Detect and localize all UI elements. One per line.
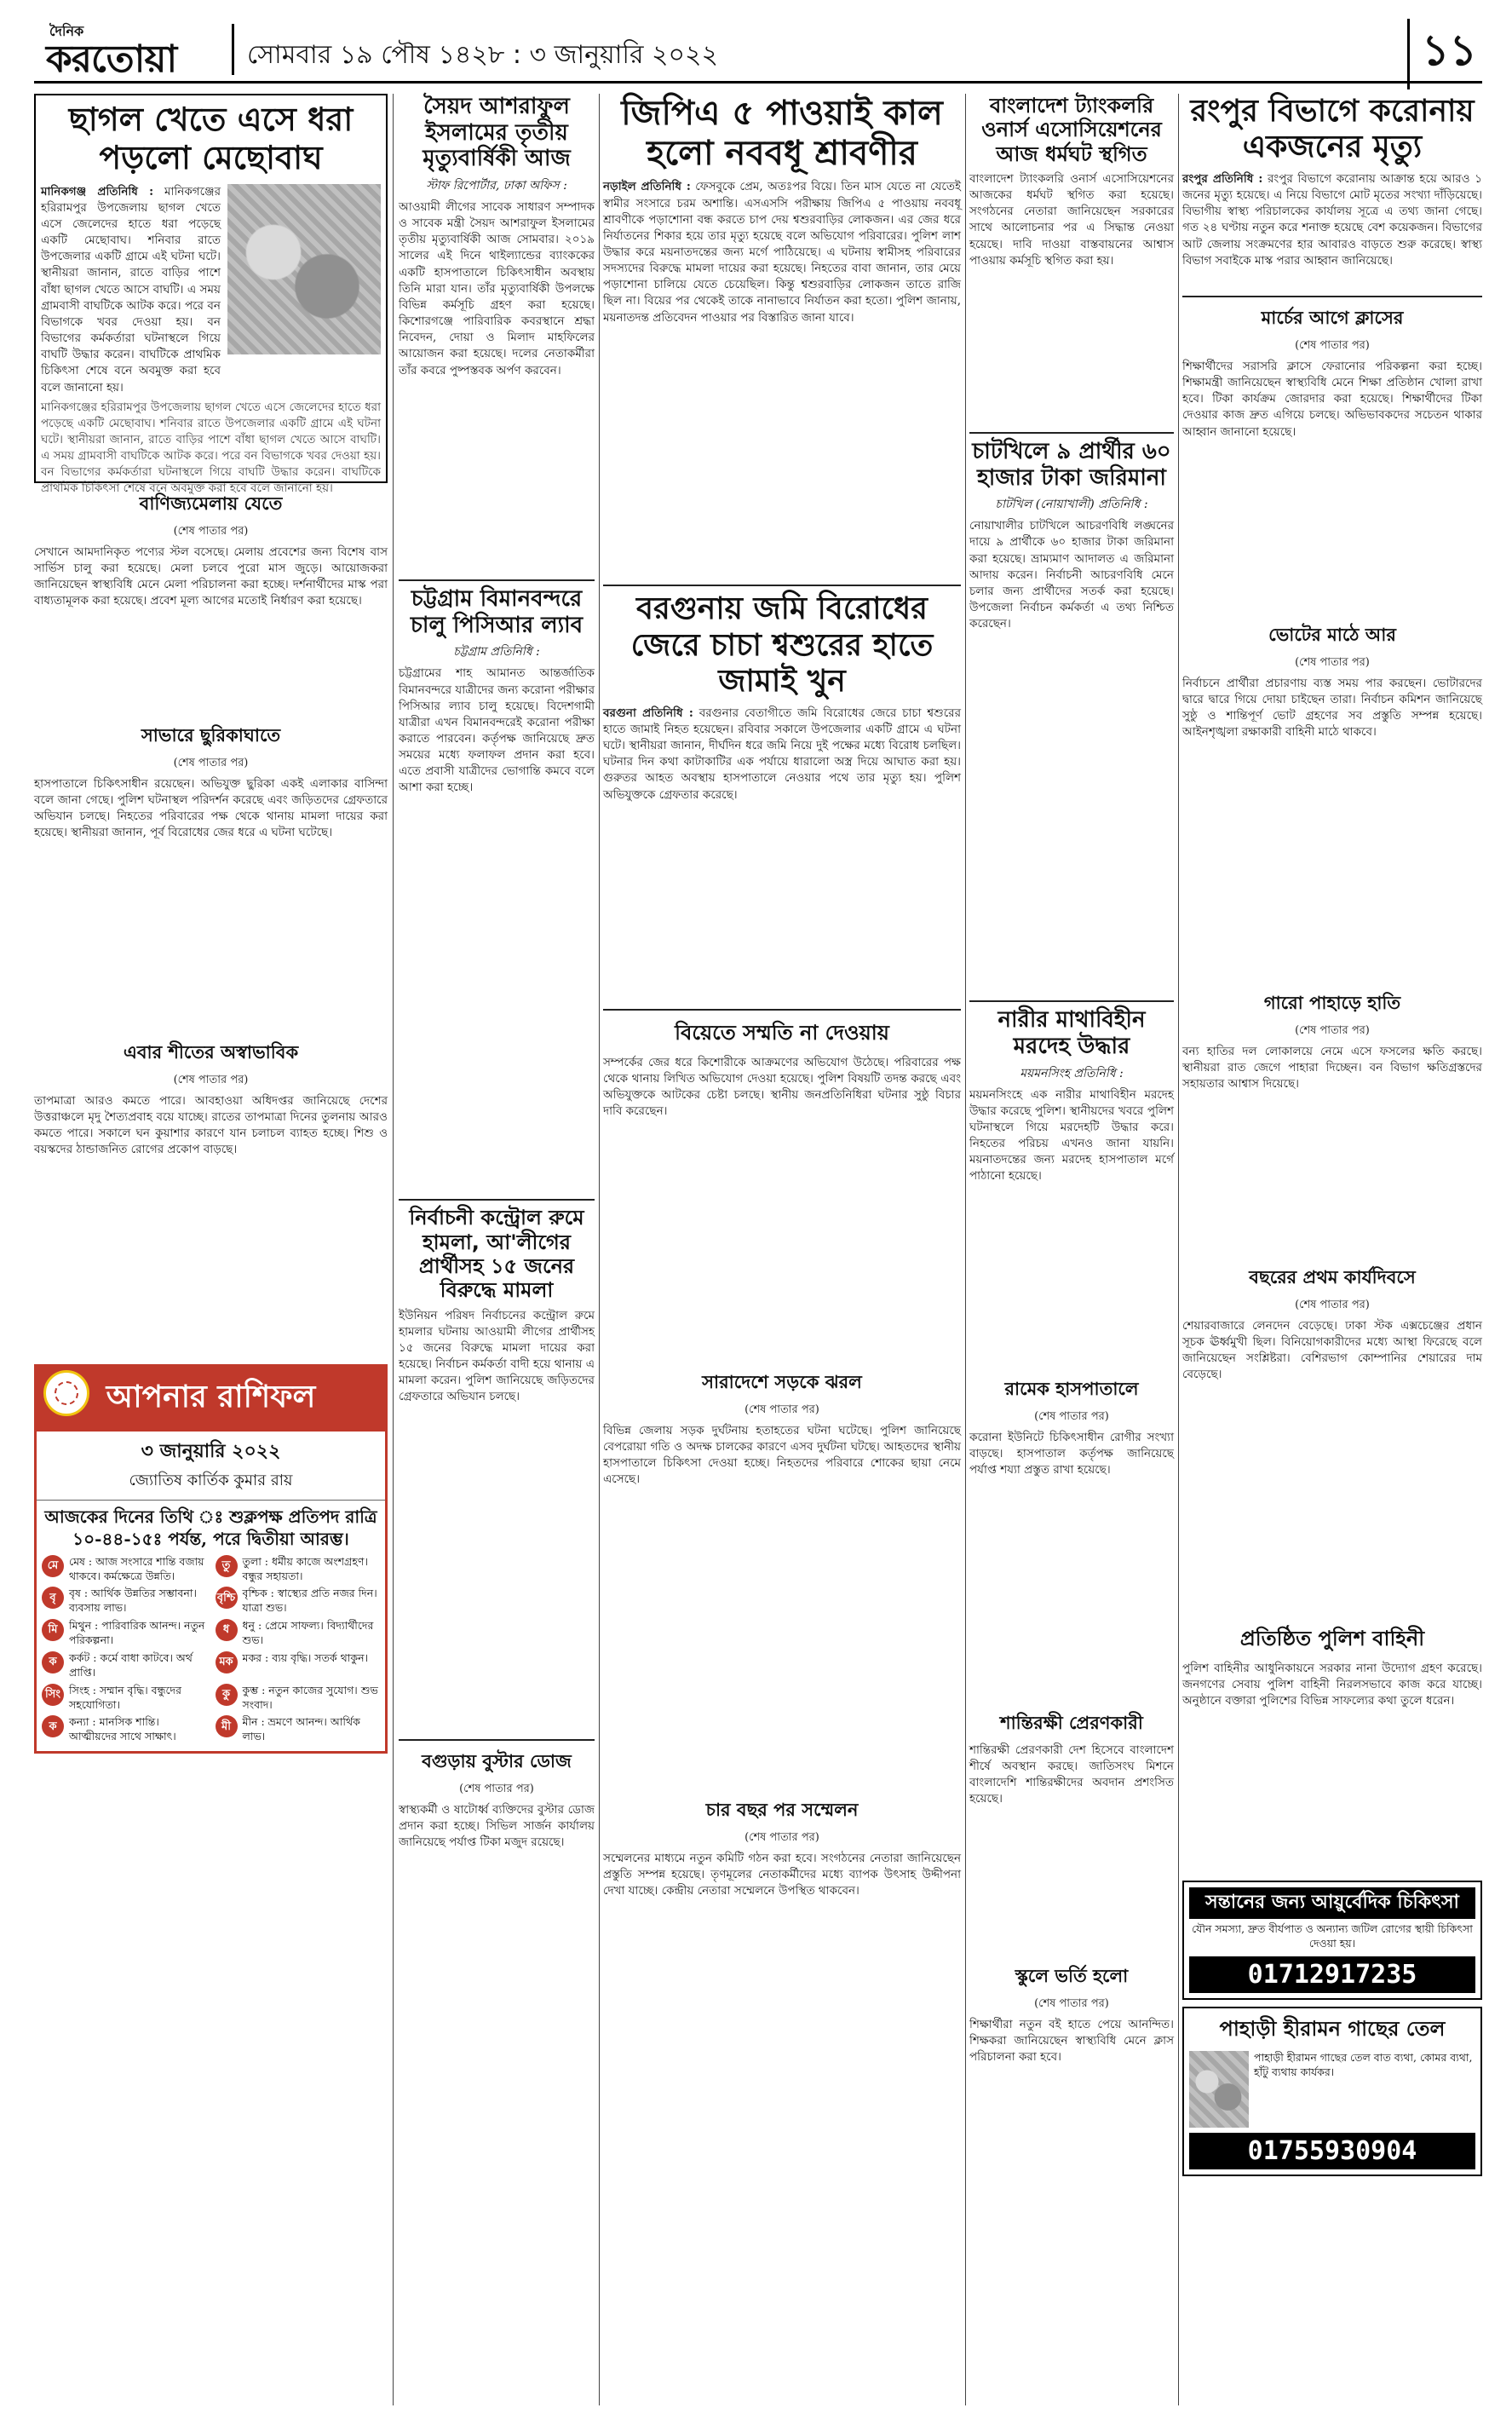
horoscope-box — [34, 1364, 388, 1754]
byline: বরগুনা প্রতিনিধি : — [603, 706, 693, 720]
continued-note: (শেষ পাতার পর) — [1034, 1996, 1109, 2010]
road-accidents-text: বিভিন্ন জেলায় সড়ক দুর্ঘটনায় হতাহতের ঘটনা ঘটেছে। পুলিশ জানিয়েছে বেপরোয়া গতি ও অদক্ষ চালকের কারণে এসব দুর্ঘটনা ঘটছে। আহতদের স্থানীয় হাসপাতালে চিকিৎসা দেওয়া হচ্ছে। নিহতদের পরিবারে শোকের ছায়া নেমে এসেছে। — [603, 1423, 961, 1487]
ramek-text: করোনা ইউনিটে চিকিৎসাধীন রোগীর সংখ্যা বাড়ছে। হাসপাতাল কর্তৃপক্ষ জানিয়েছে পর্যাপ্ত শয্যা প্রস্তুত রাখা হয়েছে। — [969, 1430, 1174, 1477]
zodiac-sign-item — [216, 1715, 381, 1744]
zodiac-sign-item — [42, 1651, 207, 1680]
first-working-day-text: শেয়ারবাজারে লেনদেন বেড়েছে। ঢাকা স্টক এক্সচেঞ্জের প্রধান সূচক ঊর্ধ্বমুখী ছিল। বিনিয়োগকারীদের মধ্যে আস্থা ফিরেছে বলে জানিয়েছেন সংশ্লিষ্টরা। বেশিরভাগ কোম্পানির শেয়ারের দাম বেড়েছে। — [1182, 1318, 1482, 1382]
advertisement-ayurvedic — [1182, 1881, 1482, 2000]
headline-peacekeeper: শান্তিরক্ষী প্রেরণকারী — [1000, 1712, 1143, 1733]
zodiac-icon: কু — [216, 1684, 238, 1706]
column-divider — [1178, 94, 1179, 2405]
election-field-text: নির্বাচনে প্রার্থীরা প্রচারণায় ব্যস্ত সময় পার করছেন। ভোটারদের দ্বারে দ্বারে গিয়ে দোয়া চাইছেন তারা। নির্বাচন কমিশন জানিয়েছে সুষ্ঠু ও শান্তিপূর্ণ ভোট গ্রহণের সব প্রস্তুতি সম্পন্ন হয়েছে। আইনশৃঙ্খলা রক্ষাকারী বাহিনী মাঠে থাকবে। — [1182, 676, 1482, 740]
zodiac-text: বৃষ : আর্থিক উন্নতির সম্ভাবনা। ব্যবসায় লাভ। — [69, 1587, 197, 1615]
article-body: মানিকগঞ্জের হরিরামপুর উপজেলায় ছাগল খেতে এসে জেলেদের হাতে ধরা পড়েছে একটি মেছোবাঘ। শনিবার রাতে উপজেলার একটি গ্রামে এই ঘটনা ঘটে। স্থানীয়রা জানান, রাতে বাড়ির পাশে বাঁধা ছাগল খেতে আসে বাঘটি। এ সময় গ্রামবাসী বাঘটিকে আটক করে। পরে বন বিভাগকে খবর দেওয়া হয়। বন বিভাগের কর্মকর্তারা ঘটনাস্থলে গিয়ে বাঘটি উদ্ধার করেন। বাঘটিকে প্রাথমিক চিকিৎসা শেষে বনে অবমুক্ত করা হবে বলে জানানো হয়। — [41, 184, 221, 395]
zodiac-sign-item — [42, 1587, 207, 1616]
headline-first-working-day: বছরের প্রথম কার্যদিবসে — [1249, 1266, 1416, 1288]
continued-note: (শেষ পাতার পর) — [173, 756, 249, 769]
school-admission-text: শিক্ষার্থীরা নতুন বই হাতে পেয়ে আনন্দিত। শিক্ষকরা জানিয়েছেন স্বাস্থ্যবিধি মেনে ক্লাস পরিচালনা করা হবে। — [969, 2017, 1174, 2064]
ashraful-text: আওয়ামী লীগের সাবেক সাধারণ সম্পাদক ও সাবেক মন্ত্রী সৈয়দ আশরাফুল ইসলামের তৃতীয় মৃত্যুবার্ষিকী আজ সোমবার। ২০১৯ সালের এই দিনে থাইল্যান্ডের ব্যাংককের একটি হাসপাতালে চিকিৎসাধীন অবস্থায় তিনি মারা যান। তাঁর মৃত্যুবার্ষিকী উপলক্ষে বিভিন্ন কর্মসূচি গ্রহণ করা হয়েছে। কিশোরগঞ্জে পারিবারিক কবরস্থানে শ্রদ্ধা নিবেদন, দোয়া ও মিলাদ মাহফিলের আয়োজন করা হয়েছে। দলের নেতাকর্মীরা তাঁর কবরে পুষ্পস্তবক অর্পণ করবেন। — [399, 200, 595, 377]
gpa5-text — [603, 179, 961, 579]
horoscope-tithi: আজকের দিনের তিথি ঃ শুক্লপক্ষ প্রতিপদ রাত্রি ১০-৪৪-১৫ঃ পর্যন্ত, পরে দ্বিতীয়া আরম্ভ। — [44, 1506, 377, 1549]
article-body: রংপুর বিভাগে করোনায় আক্রান্ত হয়ে আরও ১ জনের মৃত্যু হয়েছে। এ নিয়ে বিভাগে মোট মৃতের সংখ্যা দাঁড়িয়েছে। বিভাগীয় স্বাস্থ্য পরিচালকের কার্যালয় সূত্রে এ তথ্য জানা গেছে। গত ২৪ ঘণ্টায় নতুন করে শনাক্ত হয়েছে বেশ কয়েকজন। বিভাগের আট জেলায় সংক্রমণের হার আবারও বাড়তে শুরু করেছে। স্বাস্থ্য বিভাগ সবাইকে মাস্ক পরার আহ্বান জানিয়েছে। — [1182, 171, 1482, 268]
headline-garo-hills-elephant: গারো পাহাড়ে হাতি — [1263, 992, 1401, 1013]
zodiac-sign-item — [42, 1715, 207, 1744]
ad-text: পাহাড়ী হীরামন গাছের তেল বাত ব্যথা, কোমর ব্যথা, হাঁটু ব্যথায় কার্যকর। — [1254, 2050, 1473, 2078]
ad-title: সন্তানের জন্য আয়ুর্বেদিক চিকিৎসা — [1189, 1887, 1475, 1919]
ad-phone: 01755930904 — [1189, 2133, 1475, 2169]
headline-winter: এবার শীতের অস্বাভাবিক — [123, 1041, 299, 1063]
rangpur-corona-text — [1182, 171, 1482, 291]
headless-body-text: ময়মনসিংহে এক নারীর মাথাবিহীন মরদেহ উদ্ধার করেছে পুলিশ। স্থানীয়দের খবরে পুলিশ ঘটনাস্থলে গিয়ে মরদেহটি উদ্ধার করে। নিহতের পরিচয় এখনও জানা যায়নি। ময়নাতদন্তের জন্য মরদেহ হাসপাতাল মর্গে পাঠানো হয়েছে। — [969, 1087, 1174, 1184]
logo-big: করতোয়া — [46, 37, 177, 81]
column-4 — [969, 94, 1174, 2405]
article-body: ফেসবুকে প্রেম, অতঃপর বিয়ে। তিন মাস যেতে না যেতেই স্বামীর সংসারে চরম অশান্তি। এসএসসি পরীক্ষায় জিপিএ ৫ পাওয়ায় নববধূ শ্রাবণীকে পড়াশোনা বন্ধ করতে চাপ দেয় শ্বশুরবাড়ির লোকজন। এর জের ধরে নির্যাতনের শিকার হয়ে তার মৃত্যু হয়েছে বলে অভিযোগ পরিবারের। পুলিশ লাশ উদ্ধার করে ময়নাতদন্তের জন্য মর্গে পাঠিয়েছে। এ ঘটনায় স্বামীসহ পরিবারের সদস্যদের বিরুদ্ধে মামলা দায়ের করা হয়েছে। নিহতের বাবা জানান, তার মেয়ে পড়াশোনা চালিয়ে যেতে চেয়েছিল। কিন্তু শ্বশুরবাড়ির লোকজন তাতে রাজি ছিল না। বিয়ের পর থেকেই তাকে নানাভাবে নির্যাতন করা হতো। পুলিশ জানায়, ময়নাতদন্ত প্রতিবেদন পাওয়ার পর বিস্তারিত জানা যাবে। — [603, 180, 961, 325]
headline-ramek-hospital: রামেক হাসপাতালে — [1004, 1378, 1139, 1399]
zodiac-icon: ধ — [216, 1619, 238, 1641]
ad-text: যৌন সমস্যা, দ্রুত বীর্যপাত ও অন্যান্য জটিল রোগের স্থায়ী চিকিৎসা দেওয়া হয়। — [1192, 1921, 1473, 1950]
byline: রংপুর প্রতিনিধি : — [1182, 171, 1263, 186]
zodiac-sign-item — [216, 1651, 381, 1680]
continued-note: (শেষ পাতার পর) — [745, 1830, 819, 1844]
zodiac-text: মিথুন : পারিবারিক আনন্দ। নতুন পরিকল্পনা। — [69, 1619, 205, 1647]
headline-marriage-refusal: বিয়েতে সম্মতি না দেওয়ায় — [675, 1020, 889, 1045]
conference-text: সম্মেলনের মাধ্যমে নতুন কমিটি গঠন করা হবে। সংগঠনের নেতারা জানিয়েছেন প্রস্তুতি সম্পন্ন হয়েছে। তৃণমূলের নেতাকর্মীদের মধ্যে ব্যাপক উৎসাহ উদ্দীপনা দেখা যাচ্ছে। কেন্দ্রীয় নেতারা সম্মেলনে উপস্থিত থাকবেন। — [603, 1851, 961, 1898]
byline: মানিকগঞ্জ প্রতিনিধি : — [41, 184, 154, 199]
peacekeeper-text: শান্তিরক্ষী প্রেরণকারী দেশ হিসেবে বাংলাদেশ শীর্ষে অবস্থান করছে। জাতিসংঘ মিশনে বাংলাদেশি শান্তিরক্ষীদের অবদান প্রশংসিত হয়েছে। — [969, 1743, 1174, 1806]
lead-story-box — [34, 94, 388, 496]
zodiac-icon: বৃ — [42, 1587, 64, 1609]
zodiac-icon: মী — [216, 1715, 238, 1737]
article-text — [41, 184, 221, 396]
headline-gpa5-bride: জিপিএ ৫ পাওয়াই কাল হলো নববধূ শ্রাবণীর — [621, 94, 943, 174]
byline: স্টাফ রিপোর্টার, ঢাকা অফিস : — [426, 179, 567, 193]
chatkhil-text: নোয়াখালীর চাটখিলে আচরণবিধি লঙ্ঘনের দায়ে ৯ প্রার্থীকে ৬০ হাজার টাকা জরিমানা করা হয়েছে। ভ্রাম্যমাণ আদালত এ জরিমানা আদায় করেন। নির্বাচনী আচরণবিধি মেনে চলার জন্য প্রার্থীদের সতর্ক করা হয়েছে। উপজেলা নির্বাচন কর্মকর্তা এ তথ্য নিশ্চিত করেছেন। — [969, 519, 1174, 631]
headline-trade-fair: বাণিজ্যমেলায় যেতে — [139, 493, 283, 514]
savar-stabbing-text: হাসপাতালে চিকিৎসাধীন রয়েছেন। অভিযুক্ত ছুরিকা একই এলাকার বাসিন্দা বলে জানা গেছে। পুলিশ ঘটনাস্থল পরিদর্শন করেছে এবং জড়িতদের গ্রেফতারে অভিযান চলছে। নিহতের পরিবারের পক্ষ থেকে থানায় মামলা দায়ের করা হয়েছে। স্থানীয়রা জানান, পূর্ব বিরোধের জের ধরে এ ঘটনা ঘটেছে। — [34, 776, 388, 840]
page-number: ১১ — [1407, 19, 1477, 89]
zodiac-icon: মক — [216, 1651, 238, 1673]
continued-note: (শেষ পাতার পর) — [173, 524, 249, 538]
police-force-text: পুলিশ বাহিনীর আধুনিকায়নে সরকার নানা উদ্যোগ গ্রহণ করেছে। জনগণের সেবায় পুলিশ বাহিনী নিরলসভাবে কাজ করে যাচ্ছে। অনুষ্ঠানে বক্তারা পুলিশের বিভিন্ন সাফল্যের কথা তুলে ধরেন। — [1182, 1661, 1482, 1708]
leopard-cat-photo — [227, 184, 381, 354]
column-divider — [393, 94, 394, 2405]
zodiac-text: তুলা : ধর্মীয় কাজে অংশগ্রহণ। বন্ধুর সহায়তা। — [242, 1554, 368, 1582]
headline-road-accidents: সারাদেশে সড়কে ঝরল — [702, 1371, 862, 1392]
continued-note: (শেষ পাতার পর) — [1295, 1298, 1370, 1311]
headline-election-field: ভোটের মাঠে আর — [1268, 624, 1396, 645]
byline: চাটখিল (নোয়াখালী) প্রতিনিধি : — [995, 498, 1148, 512]
advertisement-hiramon-oil — [1182, 2007, 1482, 2176]
zodiac-text: কুম্ভ : নতুন কাজের সুযোগ। শুভ সংবাদ। — [242, 1683, 378, 1711]
headline-savar-stabbing: সাভারে ছুরিকাঘাতে — [141, 724, 281, 746]
zodiac-sign-item — [216, 1555, 381, 1584]
zodiac-icon: মে — [42, 1555, 64, 1577]
masthead — [34, 15, 1482, 84]
zodiac-text: মীন : ভ্রমণে আনন্দ। আর্থিক লাভ। — [242, 1715, 360, 1743]
winter-text: তাপমাত্রা আরও কমতে পারে। আবহাওয়া অধিদপ্তর জানিয়েছে দেশের উত্তরাঞ্চলে মৃদু শৈত্যপ্রবাহ বয়ে যাচ্ছে। রাতের তাপমাত্রা দিনের তুলনায় আরও কমতে পারে। সকালে ঘন কুয়াশার কারণে যান চলাচল ব্যাহত হচ্ছে। শিশু ও বয়স্কদের ঠান্ডাজনিত রোগের প্রকোপ বাড়ছে। — [34, 1093, 388, 1157]
headline-rangpur-corona: রংপুর বিভাগে করোনায় একজনের মৃত্যু — [1190, 94, 1475, 165]
headline-conference: চার বছর পর সম্মেলন — [705, 1799, 859, 1820]
headline-barguna-murder: বরগুনায় জমি বিরোধের জেরে চাচা শ্বশুরের হাতে জামাই খুন — [630, 591, 934, 700]
zodiac-text: কন্যা : মানসিক শান্তি। আত্মীয়দের সাথে সাক্ষাৎ। — [69, 1715, 176, 1743]
zodiac-wheel-icon — [43, 1370, 89, 1416]
zodiac-text: মকর : ব্যয় বৃদ্ধি। সতর্ক থাকুন। — [242, 1650, 369, 1664]
headline-ashraful-anniversary: সৈয়দ আশরাফুল ইসলামের তৃতীয় মৃত্যুবার্ষিকী আজ — [423, 94, 571, 172]
column-divider — [965, 94, 966, 2405]
headline-school-admission: স্কুলে ভর্তি হলো — [1015, 1965, 1129, 1986]
continued-note: (শেষ পাতার পর) — [1295, 338, 1370, 352]
continued-note: (শেষ পাতার পর) — [459, 1782, 534, 1795]
column-5 — [1182, 94, 1482, 2405]
control-room-text: ইউনিয়ন পরিষদ নির্বাচনের কন্ট্রোল রুমে হামলার ঘটনায় আওয়ামী লীগের প্রার্থীসহ ১৫ জনের বিরুদ্ধে মামলা দায়ের করা হয়েছে। নির্বাচন কর্মকর্তা বাদী হয়ে থানায় এ মামলা করেন। পুলিশ জানিয়েছে জড়িতদের গ্রেফতারে অভিযান চলছে। — [399, 1308, 595, 1404]
zodiac-sign-item — [216, 1619, 381, 1648]
pcr-lab-text: চট্টগ্রামের শাহ আমানত আন্তর্জাতিক বিমানবন্দরে যাত্রীদের জন্য করোনা পরীক্ষার পিসিআর ল্যাব চালু হয়েছে। বিদেশগামী যাত্রীরা এখন বিমানবন্দরেই করোনা পরীক্ষা করাতে পারবেন। কর্তৃপক্ষ জানিয়েছে দ্রুত সময়ের মধ্যে ফলাফল প্রদান করা হবে। এতে প্রবাসী যাত্রীদের ভোগান্তি কমবে বলে আশা করা হচ্ছে। — [399, 666, 595, 795]
zodiac-icon: ক — [42, 1651, 64, 1673]
horoscope-title: আপনার রাশিফল — [37, 1367, 385, 1432]
zodiac-icon: সিং — [42, 1684, 64, 1706]
continued-note: (শেষ পাতার পর) — [1034, 1409, 1109, 1423]
article-body: বরগুনার বেতাগীতে জমি বিরোধের জেরে চাচা শ্বশুরের হাতে জামাই নিহত হয়েছেন। রবিবার সকালে উপজেলার একটি গ্রামে এ ঘটনা ঘটে। স্থানীয়রা জানান, দীর্ঘদিন ধরে জমি নিয়ে দুই পক্ষের মধ্যে বিরোধ চলছিল। ঘটনার দিন কথা কাটাকাটির এক পর্যায়ে ধারালো অস্ত্র দিয়ে আঘাত করা হয়। গুরুতর আহত অবস্থায় হাসপাতালে নেওয়ার পথে তার মৃত্যু হয়। পুলিশ অভিযুক্তকে গ্রেফতার করেছে। — [603, 706, 961, 802]
headline-booster-dose: বগুড়ায় বুস্টার ডোজ — [422, 1750, 572, 1771]
column-3 — [603, 94, 961, 2405]
headline-tanklorry-strike: বাংলাদেশ ট্যাংকলরি ওনার্স এসোসিয়েশনের আজ ধর্মঘট স্থগিত — [981, 94, 1162, 166]
continued-note: (শেষ পাতার পর) — [745, 1403, 819, 1416]
zodiac-text: কর্কট : কর্মে বাধা কাটবে। অর্থ প্রাপ্তি। — [69, 1650, 193, 1679]
masthead-divider — [232, 24, 234, 75]
byline: ময়মনসিংহ প্রতিনিধি : — [1020, 1066, 1124, 1080]
headline-class-before-march: মার্চের আগে ক্লাসের — [1261, 307, 1404, 328]
zodiac-text: বৃশ্চিক : স্বাস্থ্যের প্রতি নজর দিন। যাত্রা শুভ। — [242, 1587, 377, 1615]
headline-control-room-attack: নির্বাচনী কন্ট্রোল রুমে হামলা, আ'লীগের প্রার্থীসহ ১৫ জনের বিরুদ্ধে মামলা — [409, 1206, 584, 1303]
ad-person-photo — [1189, 2051, 1249, 2128]
zodiac-sign-item — [216, 1587, 381, 1616]
byline: নড়াইল প্রতিনিধি : — [603, 180, 691, 194]
zodiac-text: মেষ : আজ সংসারে শান্তি বজায় থাকবে। কর্মক্ষেত্রে উন্নতি। — [69, 1554, 204, 1582]
column-2 — [399, 94, 595, 2405]
continued-note: (শেষ পাতার পর) — [173, 1073, 249, 1086]
column-divider — [599, 94, 600, 2405]
booster-dose-text: স্বাস্থ্যকর্মী ও ষাটোর্ধ্ব ব্যক্তিদের বুস্টার ডোজ প্রদান করা হচ্ছে। সিভিল সার্জন কার্যালয় জানিয়েছে পর্যাপ্ত টিকা মজুদ রয়েছে। — [399, 1802, 595, 1849]
headline-police-force: প্রতিষ্ঠিত পুলিশ বাহিনী — [1239, 1626, 1425, 1650]
zodiac-sign-item — [216, 1684, 381, 1713]
trade-fair-text: সেখানে আমদানিকৃত পণ্যের স্টল বসেছে। মেলায় প্রবেশের জন্য বিশেষ বাস সার্ভিস চালু করা হয়েছে। মেলা চলবে পুরো মাস জুড়ে। আয়োজকরা জানিয়েছেন স্বাস্থ্যবিধি মেনে মেলা পরিচালনা করা হচ্ছে। দর্শনার্থীদের মাস্ক পরা বাধ্যতামূলক করা হয়েছে। প্রবেশ মূল্য আগের মতোই নির্ধারণ করা হয়েছে। — [34, 544, 388, 608]
horoscope-date: ৩ জানুয়ারি ২০২২ — [141, 1439, 281, 1462]
zodiac-icon: তু — [216, 1555, 238, 1577]
continued-note: (শেষ পাতার পর) — [1295, 1023, 1370, 1037]
headline-leopard-cat: ছাগল খেতে এসে ধরা পড়লো মেছোবাঘ — [68, 101, 354, 176]
elephant-text: বন্য হাতির দল লোকালয়ে নেমে এসে ফসলের ক্ষতি করছে। স্থানীয়রা রাত জেগে পাহারা দিচ্ছেন। বন বিভাগ ক্ষতিগ্রস্তদের সহায়তার আশ্বাস দিয়েছে। — [1182, 1044, 1482, 1092]
ad-phone: 01712917235 — [1189, 1956, 1475, 1993]
continued-note: (শেষ পাতার পর) — [1295, 655, 1370, 669]
zodiac-icon: ক — [42, 1715, 64, 1737]
article-continuation: মানিকগঞ্জের হরিরামপুর উপজেলায় ছাগল খেতে এসে জেলেদের হাতে ধরা পড়েছে একটি মেছোবাঘ। শনিবার রাতে উপজেলার একটি গ্রামে এই ঘটনা ঘটে। স্থানীয়রা জানান, রাতে বাড়ির পাশে বাঁধা ছাগল খেতে আসে বাঘটি। এ সময় গ্রামবাসী বাঘটিকে আটক করে। পরে বন বিভাগকে খবর দেওয়া হয়। বন বিভাগের কর্মকর্তারা ঘটনাস্থলে গিয়ে বাঘটি উদ্ধার করেন। বাঘটিকে প্রাথমিক চিকিৎসা শেষে বনে অবমুক্ত করা হবে বলে জানানো হয়। — [41, 400, 381, 496]
zodiac-sign-item — [42, 1684, 207, 1713]
marriage-refusal-text: সম্পর্কের জের ধরে কিশোরীকে আক্রমণের অভিযোগ উঠেছে। পরিবারের পক্ষ থেকে থানায় লিখিত অভিযোগ দেওয়া হয়েছে। পুলিশ বিষয়টি তদন্ত করছে এবং অভিযুক্তকে আটকের চেষ্টা চলছে। স্থানীয় জনপ্রতিনিধিরা ঘটনার সুষ্ঠু বিচার দাবি করেছেন। — [603, 1055, 961, 1119]
headline-chatkhil-fine: চাটখিলে ৯ প্রার্থীর ৬০ হাজার টাকা জরিমানা — [972, 438, 1171, 491]
zodiac-sign-list — [37, 1555, 385, 1752]
tanklorry-text: বাংলাদেশ ট্যাংকলরি ওনার্স এসোসিয়েশনের আজকের ধর্মঘট স্থগিত করা হয়েছে। সংগঠনের নেতারা জানিয়েছেন সরকারের সাথে আলোচনার পর এ সিদ্ধান্ত নেওয়া হয়েছে। দাবি দাওয়া বাস্তবায়নের আশ্বাস পাওয়ায় কর্মসূচি স্থগিত করা হয়। — [969, 171, 1174, 268]
byline: চট্টগ্রাম প্রতিনিধি : — [453, 645, 540, 660]
class-before-march-text: শিক্ষার্থীদের সরাসরি ক্লাসে ফেরানোর পরিকল্পনা করা হচ্ছে। শিক্ষামন্ত্রী জানিয়েছেন স্বাস্থ্যবিধি মেনে শিক্ষা প্রতিষ্ঠান খোলা রাখা হবে। টিকা কার্যক্রম জোরদার করা হয়েছে। শিক্ষার্থীদের টিকা দেওয়ার কাজ দ্রুত এগিয়ে চলছে। অভিভাবকদের সচেতন থাকার আহ্বান জানানো হয়েছে। — [1182, 359, 1482, 439]
zodiac-text: সিংহ : সম্মান বৃদ্ধি। বন্ধুদের সহযোগিতা। — [69, 1683, 182, 1711]
newspaper-logo — [43, 17, 230, 81]
ad-title: পাহাড়ী হীরামন গাছের তেল — [1219, 2016, 1446, 2041]
zodiac-text: ধনু : প্রেমে সাফল্য। বিদ্যার্থীদের শুভ। — [242, 1619, 374, 1647]
logo-small: দৈনিক — [49, 23, 84, 39]
zodiac-icon: বৃশ্চি — [216, 1587, 238, 1609]
headline-headless-body: নারীর মাথাবিহীন মরদেহ উদ্ধার — [997, 1007, 1146, 1059]
zodiac-sign-item — [42, 1619, 207, 1648]
column-1 — [34, 94, 388, 2405]
barguna-text — [603, 706, 961, 1004]
zodiac-sign-item — [42, 1555, 207, 1584]
zodiac-icon: মি — [42, 1619, 64, 1641]
issue-date: সোমবার ১৯ পৌষ ১৪২৮ : ৩ জানুয়ারি ২০২২ — [247, 40, 719, 70]
horoscope-author: জ্যোতিষ কার্তিক কুমার রায় — [129, 1471, 293, 1489]
headline-pcr-lab: চট্টগ্রাম বিমানবন্দরে চালু পিসিআর ল্যাব — [410, 586, 584, 638]
